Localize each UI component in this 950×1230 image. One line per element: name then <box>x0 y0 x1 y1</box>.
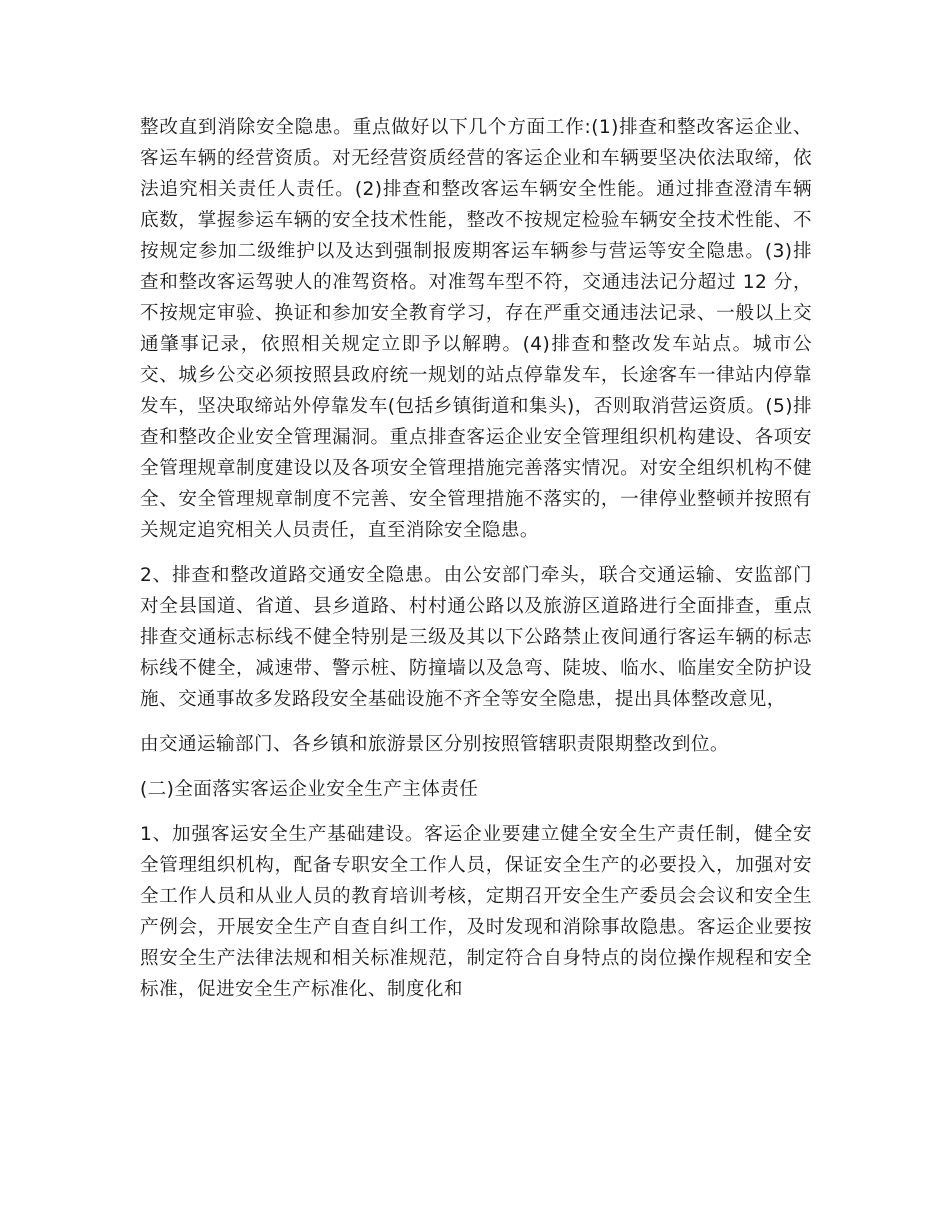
paragraph-safety-foundation: 1、加强客运安全生产基础建设。客运企业要建立健全安全生产责任制，健全安全管理组织机构，配备专职安全工作人员，保证安全生产的必要投入，加强对安全工作人员和从业人员的教育培训考核，定期召开安全生产委员会会议和安全生产例会，开展安全生产自查自纠工作，及时发现和消除事故隐患。客运企业要按照安全生产法律法规和相关标准规范，制定符合自身特点的岗位操作规程和安全标准，促进安全生产标准化、制度化和 <box>140 824 812 1000</box>
paragraph-rectification-deadline: 由交通运输部门、各乡镇和旅游景区分别按照管辖职责限期整改到位。 <box>140 734 729 755</box>
section-heading-enterprise-responsibility: (二)全面落实客运企业安全生产主体责任 <box>140 779 479 800</box>
document-page <box>140 112 812 1019</box>
paragraph-road-hazards: 2、排查和整改道路交通安全隐患。由公安部门牵头，联合交通运输、安监部门对全县国道、省道、县乡道路、村村通公路以及旅游区道路进行全面排查，重点排查交通标志标线不健全特别是三级及其以下公路禁止夜间通行客运车辆的标志标线不健全，减速带、警示桩、防撞墙以及急弯、陡坡、临水、临崖安全防护设施、交通事故多发路段安全基础设施不齐全等安全隐患，提出具体整改意见， <box>140 565 812 710</box>
paragraph-rectification-items: 整改直到消除安全隐患。重点做好以下几个方面工作:(1)排查和整改客运企业、客运车辆的经营资质。对无经营资质经营的客运企业和车辆要坚决依法取缔，依法追究相关责任人责任。(2)排查和整改客运车辆安全性能。通过排查澄清车辆底数，掌握参运车辆的安全技术性能，整改不按规定检验车辆安全技术性能、不按规定参加二级维护以及达到强制报废期客运车辆参与营运等安全隐患。(3)排查和整改客运驾驶人的准驾资格。对准驾车型不符，交通违法记分超过 12 分，不按规定审验、换证和参加安全教育学习，存在严重交通违法记录、一般以上交通肇事记录，依照相关规定立即予以解聘。(4)排查和整改发车站点。城市公交、城乡公交必须按照县政府统一规划的站点停靠发车，长途客车一律站内停靠发车，坚决取缔站外停靠发车(包括乡镇街道和集头)，否则取消营运资质。(5)排查和整改企业安全管理漏洞。重点排查客运企业安全管理组织机构建设、各项安全管理规章制度建设以及各项安全管理措施完善落实情况。对安全组织机构不健全、安全管理规章制度不完善、安全管理措施不落实的，一律停业整顿并按照有关规定追究相关人员责任，直至消除安全隐患。 <box>140 117 812 541</box>
